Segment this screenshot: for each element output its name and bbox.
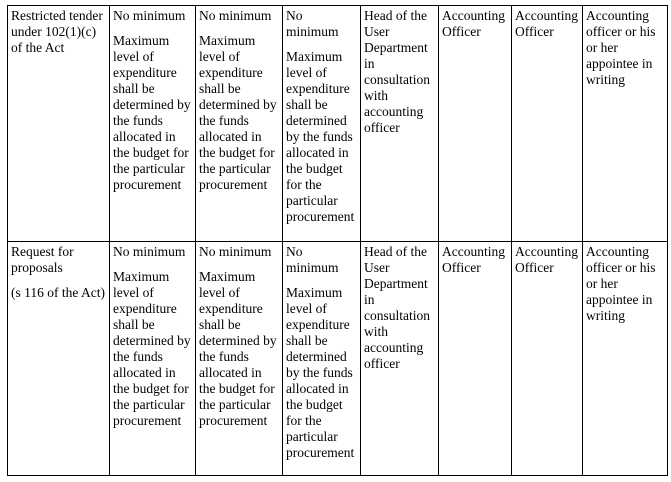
procurement-method-cell	[8, 242, 110, 476]
maximum-text: Maximum level of expenditure shall be determined by the funds allocated in the budget for the particular procurement	[113, 33, 191, 192]
approval-text: Accounting Officer	[442, 8, 505, 39]
threshold-cell	[110, 242, 196, 476]
responsibility-cell	[361, 6, 439, 242]
approval-text: Accounting Officer	[515, 8, 578, 39]
minimum-text: No minimum	[286, 8, 339, 39]
approval-cell	[439, 242, 512, 476]
maximum-text: Maximum level of expenditure shall be determined by the funds allocated in the budget for the particular procurement	[199, 33, 277, 192]
maximum-text: Maximum level of expenditure shall be determined by the funds allocated in the budget for the particular procurement	[199, 269, 277, 428]
delegation-text: Accounting officer or his or her appointee in writing	[586, 8, 656, 87]
minimum-text: No minimum	[199, 244, 272, 259]
approval-cell	[512, 242, 583, 476]
procurement-method-reference: (s 116 of the Act)	[11, 285, 105, 300]
minimum-text: No minimum	[199, 8, 272, 23]
threshold-cell	[110, 6, 196, 242]
maximum-text: Maximum level of expenditure shall be determined by the funds allocated in the budget for the particular procurement	[286, 49, 355, 224]
approval-text: Accounting Officer	[515, 244, 578, 275]
minimum-text: No minimum	[286, 244, 339, 275]
table-row-request-for-proposals	[8, 242, 668, 476]
maximum-text: Maximum level of expenditure shall be determined by the funds allocated in the budget for the particular procurement	[286, 285, 355, 460]
minimum-text: No minimum	[113, 244, 186, 259]
maximum-text: Maximum level of expenditure shall be determined by the funds allocated in the budget for the particular procurement	[113, 269, 191, 428]
minimum-text: No minimum	[113, 8, 186, 23]
responsibility-text: Head of the User Department in consultation with accounting officer	[364, 244, 430, 371]
table-row-restricted-tender	[8, 6, 668, 242]
delegation-cell	[583, 6, 668, 242]
approval-text: Accounting Officer	[442, 244, 505, 275]
procurement-table	[7, 5, 668, 476]
procurement-method-text: Restricted tender under 102(1)(c) of the Act	[11, 8, 103, 55]
threshold-cell	[196, 242, 283, 476]
responsibility-cell	[361, 242, 439, 476]
procurement-method-text: Request for proposals	[11, 244, 74, 275]
responsibility-text: Head of the User Department in consultation with accounting officer	[364, 8, 430, 135]
approval-cell	[512, 6, 583, 242]
threshold-cell	[196, 6, 283, 242]
threshold-cell	[283, 6, 361, 242]
delegation-text: Accounting officer or his or her appointee in writing	[586, 244, 656, 323]
procurement-method-cell	[8, 6, 110, 242]
threshold-cell	[283, 242, 361, 476]
delegation-cell	[583, 242, 668, 476]
approval-cell	[439, 6, 512, 242]
